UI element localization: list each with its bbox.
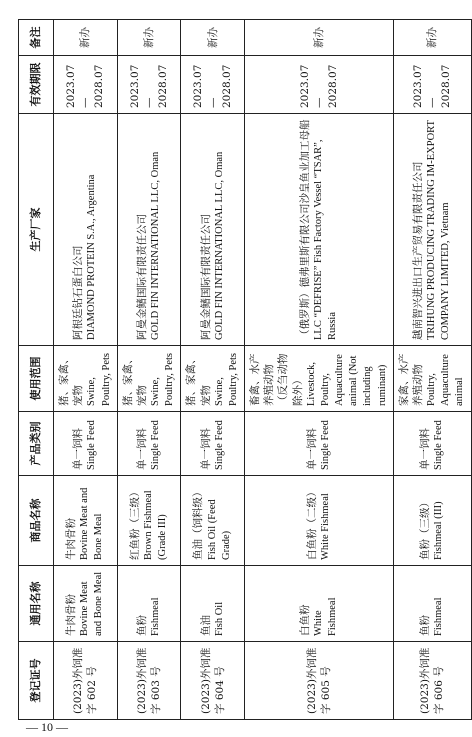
header-category: 产品类别 bbox=[19, 412, 54, 476]
generic-zh: 牛肉骨粉 bbox=[65, 594, 78, 636]
generic-en: Fishmeal bbox=[150, 597, 162, 636]
scope-zh: 家禽、水产养殖动物 bbox=[397, 353, 424, 406]
generic-zh: 鱼粉 bbox=[135, 615, 148, 636]
scope-en: Poultry, Aquaculture animal bbox=[426, 354, 466, 406]
cell-validity: 2023.07 — 2028.07 bbox=[54, 56, 118, 114]
cell-validity: 2023.07 — 2028.07 bbox=[393, 56, 471, 114]
maker-zh: 阿曼金鳍国际有限责任公司 bbox=[199, 214, 212, 340]
cell-trade-name bbox=[117, 476, 181, 566]
cell-trade-name bbox=[181, 476, 245, 566]
cell-scope bbox=[54, 346, 118, 412]
table-row bbox=[117, 20, 181, 720]
category-zh: 单一饲料 bbox=[135, 428, 148, 470]
maker-en: DIAMOND PROTEIN S.A., Argentina bbox=[86, 174, 98, 340]
cell-manufacturer bbox=[117, 114, 181, 346]
scope-zh: 猪、家禽、宠物 bbox=[185, 353, 212, 406]
cell-generic-name bbox=[54, 566, 118, 642]
rotated-page bbox=[18, 20, 466, 720]
generic-en: White Fishmeal bbox=[312, 597, 338, 636]
table-row bbox=[181, 20, 245, 720]
category-zh: 单一饲料 bbox=[305, 428, 318, 470]
cell-reg-no: (2023)外饲准字 603 号 bbox=[117, 642, 181, 720]
header-manufacturer: 生产厂家 bbox=[19, 114, 54, 346]
category-zh: 单一饲料 bbox=[199, 428, 212, 470]
cell-category bbox=[393, 412, 471, 476]
cell-generic-name bbox=[393, 566, 471, 642]
maker-zh: 越南智兴进出口生产贸易有限责任公司 bbox=[411, 161, 424, 340]
cell-note: 新办 bbox=[181, 20, 245, 56]
generic-zh: 白鱼粉 bbox=[298, 604, 311, 636]
page-number: — 10 — bbox=[26, 720, 68, 734]
category-en: Single Feed bbox=[319, 420, 331, 470]
cell-manufacturer bbox=[54, 114, 118, 346]
scope-zh: 猪、家禽、宠物 bbox=[58, 353, 85, 406]
cell-reg-no: (2023)外饲准字 605 号 bbox=[245, 642, 394, 720]
cell-generic-name bbox=[181, 566, 245, 642]
cell-category bbox=[245, 412, 394, 476]
trade-zh: 鱼油（饲料级） bbox=[192, 486, 205, 560]
cell-manufacturer bbox=[245, 114, 394, 346]
category-en: Single Feed bbox=[86, 420, 98, 470]
header-scope: 使用范围 bbox=[19, 346, 54, 412]
scope-en: Swine, Poultry, Pets bbox=[150, 353, 176, 406]
category-zh: 单一饲料 bbox=[419, 428, 432, 470]
maker-zh: （俄罗斯）德弗里斯有限公司沙皇鱼业加工母船 bbox=[298, 119, 311, 340]
trade-zh: 牛肉骨粉 bbox=[65, 518, 78, 560]
category-en: Single Feed bbox=[433, 420, 445, 470]
cell-reg-no: (2023)外饲准字 602 号 bbox=[54, 642, 118, 720]
cell-generic-name bbox=[117, 566, 181, 642]
trade-en: Fishmeal (III) bbox=[433, 501, 445, 560]
header-row bbox=[19, 20, 54, 720]
cell-trade-name bbox=[54, 476, 118, 566]
cell-reg-no: (2023)外饲准字 606 号 bbox=[393, 642, 471, 720]
cell-note: 新办 bbox=[245, 20, 394, 56]
scope-en: Livestock, Poultry, Aquaculture animal (Not including ruminant) bbox=[305, 354, 388, 406]
scope-en: Swine, Poultry, Pets bbox=[86, 353, 112, 406]
trade-en: White Fishmeal bbox=[319, 493, 331, 560]
cell-trade-name bbox=[245, 476, 394, 566]
cell-manufacturer bbox=[181, 114, 245, 346]
scope-zh: 畜禽、水产养殖动物（反刍动物除外） bbox=[249, 353, 304, 406]
cell-validity: 2023.07 — 2028.07 bbox=[117, 56, 181, 114]
generic-en: Bovine Meat and Bone Meal bbox=[79, 571, 105, 636]
maker-en: GOLD FIN INTERNATIONAL LLC, Oman bbox=[150, 151, 162, 340]
trade-en: Bovine Meat and Bone Meal bbox=[79, 487, 105, 560]
scope-zh: 猪、家禽、宠物 bbox=[121, 353, 148, 406]
cell-note: 新办 bbox=[54, 20, 118, 56]
table-row bbox=[245, 20, 394, 720]
header-trade-name: 商品名称 bbox=[19, 476, 54, 566]
cell-validity: 2023.07 — 2028.07 bbox=[181, 56, 245, 114]
trade-zh: 红鱼粉（三级） bbox=[128, 486, 141, 560]
category-en: Single Feed bbox=[213, 420, 225, 470]
cell-trade-name bbox=[393, 476, 471, 566]
header-generic-name: 通用名称 bbox=[19, 566, 54, 642]
table-row bbox=[393, 20, 471, 720]
category-zh: 单一饲料 bbox=[72, 428, 85, 470]
cell-scope bbox=[117, 346, 181, 412]
trade-en: Fish Oil (Feed Grade) bbox=[206, 499, 232, 560]
cell-scope bbox=[393, 346, 471, 412]
trade-zh: 白鱼粉（二级） bbox=[305, 486, 318, 560]
generic-zh: 鱼粉 bbox=[419, 615, 432, 636]
maker-en: LLC “DEFRISE” Fish Factory Vessel “TSAR”, Russia bbox=[312, 139, 338, 340]
header-reg-no: 登记证号 bbox=[19, 642, 54, 720]
registration-table bbox=[18, 19, 472, 720]
trade-en: Brown Fishmeal (Grade III) bbox=[142, 490, 169, 560]
cell-generic-name bbox=[245, 566, 394, 642]
cell-note: 新办 bbox=[393, 20, 471, 56]
header-note: 备注 bbox=[19, 20, 54, 56]
category-en: Single Feed bbox=[150, 420, 162, 470]
header-validity: 有效期限 bbox=[19, 56, 54, 114]
generic-en: Fishmeal bbox=[433, 597, 445, 636]
cell-manufacturer bbox=[393, 114, 471, 346]
scope-en: Swine, Poultry, Pets bbox=[213, 353, 239, 406]
cell-category bbox=[117, 412, 181, 476]
generic-en: Fish Oil bbox=[213, 601, 225, 636]
cell-category bbox=[54, 412, 118, 476]
cell-scope bbox=[245, 346, 394, 412]
cell-category bbox=[181, 412, 245, 476]
maker-en: TRIHUNG PRODUCING TRADING IM-EXPORT COMPANY LIMITED, Vietnam bbox=[426, 120, 452, 340]
table-row bbox=[54, 20, 118, 720]
maker-en: GOLD FIN INTERNATIONAL LLC, Oman bbox=[213, 151, 225, 340]
maker-zh: 阿根廷钻石蛋白公司 bbox=[72, 245, 85, 340]
trade-zh: 鱼粉（三级） bbox=[419, 497, 432, 560]
cell-note: 新办 bbox=[117, 20, 181, 56]
cell-scope bbox=[181, 346, 245, 412]
generic-zh: 鱼油 bbox=[199, 615, 212, 636]
maker-zh: 阿曼金鳍国际有限责任公司 bbox=[135, 214, 148, 340]
cell-reg-no: (2023)外饲准字 604 号 bbox=[181, 642, 245, 720]
cell-validity: 2023.07 — 2028.07 bbox=[245, 56, 394, 114]
